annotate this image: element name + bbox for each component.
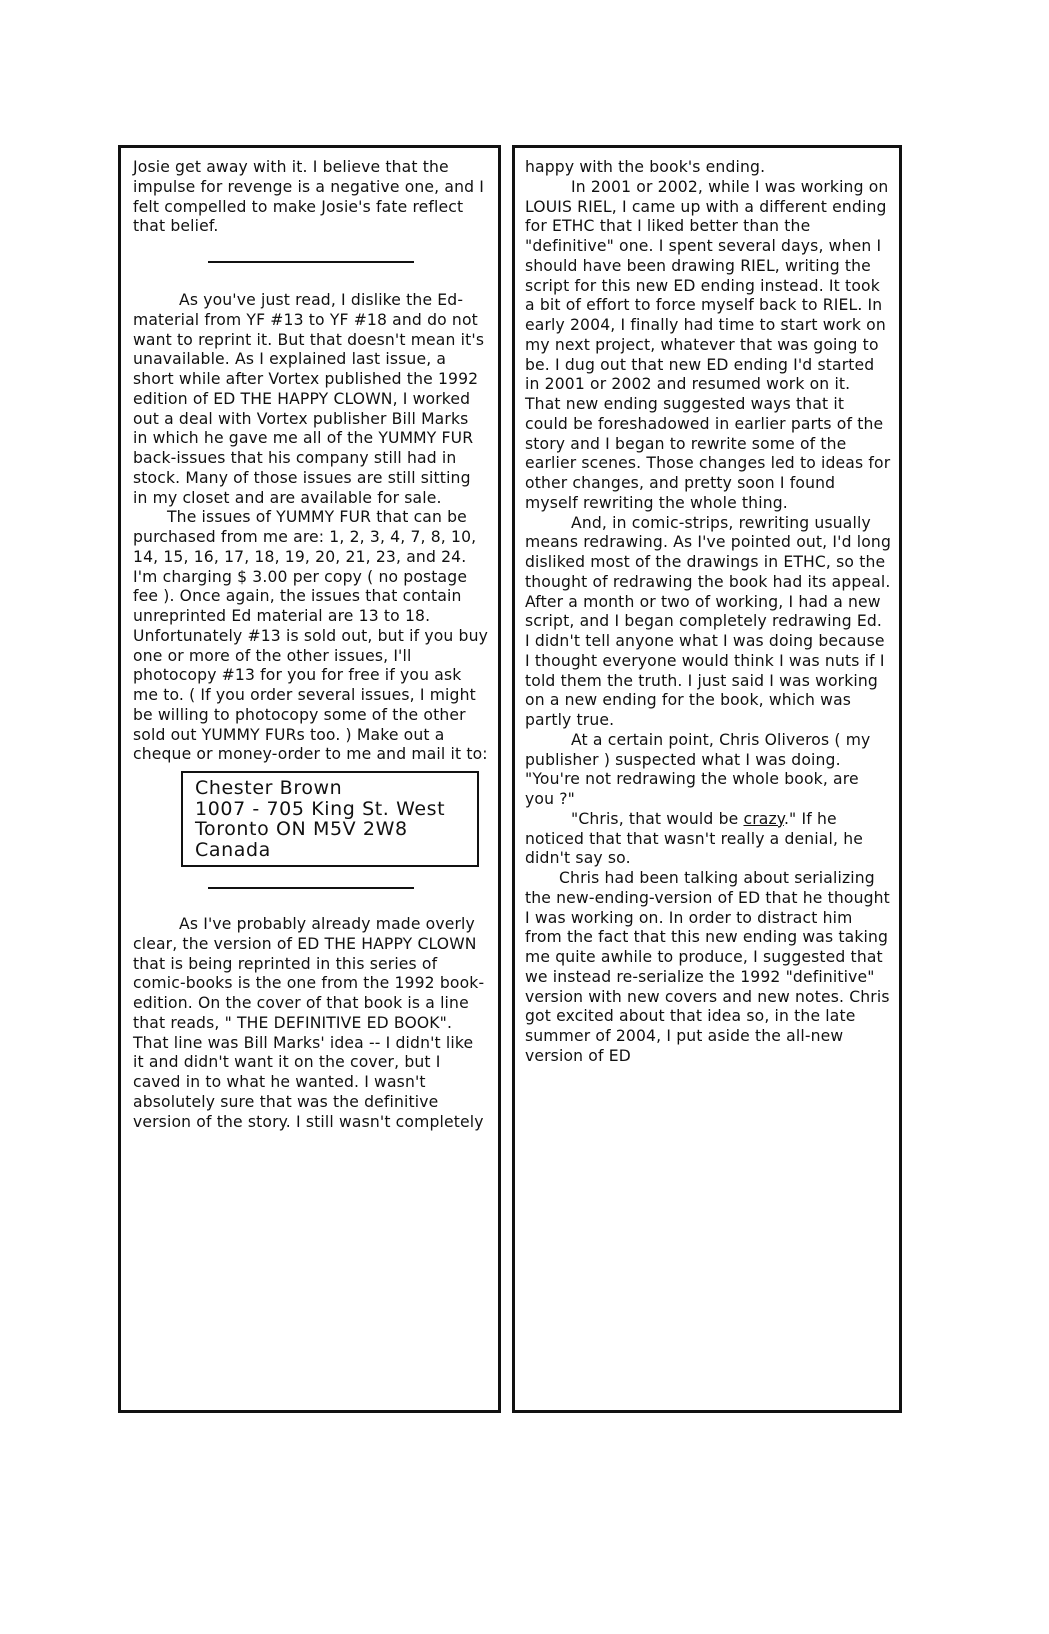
dialogue-end: ." If he noticed that that wasn't really a denial, he didn't say so. <box>525 809 863 868</box>
right-paragraph-6: Chris had been talking about serializing the new-ending-version of ED that he thought I was working on. In order to distract him from the fact that this new ending was taking me quite awhile to produce, I suggested that we instead re-serialize the 1992 "definitive" version with new covers and new notes. Chris got excited about that idea so, in the late summer of 2004, I put aside the all-new version of ED <box>525 869 890 1065</box>
right-paragraph-2: In 2001 or 2002, while I was working on LOUIS RIEL, I came up with a different ending for ETHC that I liked better than the "definitive" one. I spent several days, when I should have been drawing RIEL, writing the script for this new ED ending instead. It took a bit of effort to force myself back to RIEL. In early 2004, I finally had time to start work on my next project, whatever that was going to be. I dug out that new ED ending I'd started in 2001 or 2002 and resumed work on it. That new ending suggested ways that it could be foreshadowed in earlier parts of the story and I began to rewrite some of the earlier scenes. Those changes led to ideas for other changes, and pretty soon I found myself rewriting the whole thing. <box>525 177 891 512</box>
emphasized-word: crazy <box>743 809 784 828</box>
right-text-panel <box>512 145 902 1413</box>
section-divider <box>208 261 414 263</box>
left-paragraph-4: As I've probably already made overly clear, the version of ED THE HAPPY CLOWN that is being reprinted in this series of comic-books is the one from the 1992 book-edition. On the cover of that book is a line that reads, " THE DEFINITIVE ED BOOK". That line was Bill Marks' idea -- I didn't like it and didn't want it on the cover, but I caved in to what he wanted. I wasn't absolutely sure that was the definitive version of the story. I still wasn't completely <box>133 915 485 1131</box>
section-divider <box>208 887 414 889</box>
address-city: Toronto ON M5V 2W8 <box>195 818 408 840</box>
address-street: 1007 - 705 King St. West <box>195 797 446 820</box>
mailing-address-box <box>181 771 479 867</box>
left-text-panel <box>118 145 501 1413</box>
right-paragraph-3: And, in comic-strips, rewriting usually means redrawing. As I've pointed out, I'd long disliked most of the drawings in ETHC, so the thought of redrawing the book had its appeal. After a month or two of working, I had a new script, and I began completely redrawing Ed. I didn't tell anyone what I was doing because I thought everyone would think I was nuts if I told them the truth. I just said I was working on a new ending for the book, which was partly true. <box>525 513 891 729</box>
right-paragraph-4: At a certain point, Chris Oliveros ( my publisher ) suspected what I was doing. "You're not redrawing the whole book, are you ?" <box>525 730 871 808</box>
dialogue-start: "Chris, that would be <box>571 809 744 828</box>
address-country: Canada <box>195 838 271 861</box>
left-paragraph-2: As you've just read, I dislike the Ed-material from YF #13 to YF #18 and do not want to reprint it. But that doesn't mean it's unavailable. As I explained last issue, a short while after Vortex published the 1992 edition of ED THE HAPPY CLOWN, I worked out a deal with Vortex publisher Bill Marks in which he gave me all of the YUMMY FUR back-issues that his company still had in stock. Many of those issues are still sitting in my closet and are available for sale. <box>133 291 485 507</box>
left-paragraph-1: Josie get away with it. I believe that the impulse for revenge is a negative one, and I felt compelled to make Josie's fate reflect that belief. <box>133 158 485 236</box>
left-paragraph-3: The issues of YUMMY FUR that can be purchased from me are: 1, 2, 3, 4, 7, 8, 10, 14, 15, 16, 17, 18, 19, 20, 21, 23, and 24. I'm charging $ 3.00 per copy ( no postage fee ). Once again, the issues that contain unreprinted Ed material are 13 to 18. Unfortunately #13 is sold out, but if you buy one or more of the other issues, I'll photocopy #13 for you for free if you ask me to. ( If you order several issues, I might be willing to photocopy some of the other sold out YUMMY FURs too. ) Make out a cheque or money-order to me and mail it to: <box>133 508 488 764</box>
right-paragraph-5 <box>525 810 891 869</box>
right-paragraph-1: happy with the book's ending. <box>525 158 766 176</box>
address-name: Chester Brown <box>195 777 343 799</box>
